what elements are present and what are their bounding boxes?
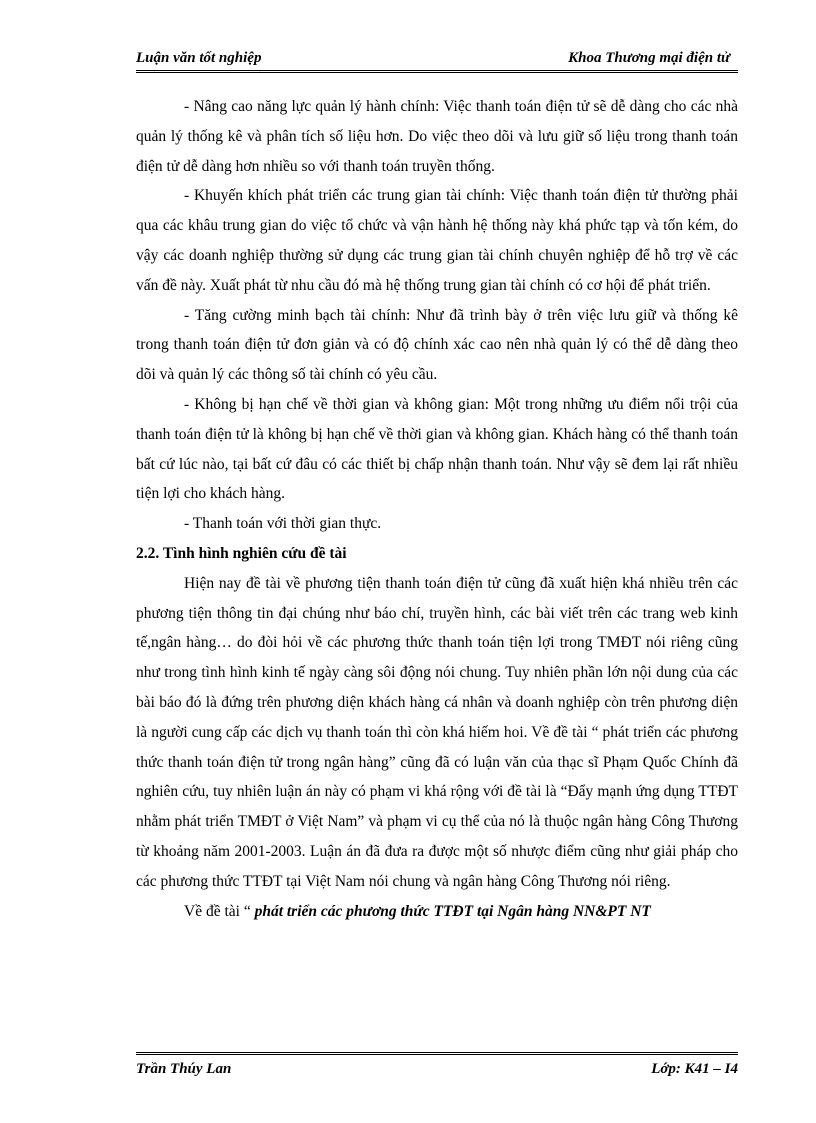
paragraph-financial-transparency: - Tăng cường minh bạch tài chính: Như đã trình bày ở trên việc lưu giữ và thống kê trong thanh toán điện tử đơn giản và có độ chính xác cao nên nhà quản lý có thể dễ dàng theo dõi và quản lý các thông số tài chính có yêu cầu.: [136, 306, 738, 384]
header-thesis-label: Luận văn tốt nghiệp: [136, 50, 262, 66]
document-body: [136, 92, 738, 926]
paragraph-no-time-space-limit: - Không bị hạn chế về thời gian và không gian: Một trong những ưu điểm nổi trội của thanh toán điện tử là không bị hạn chế về thời gian và không gian. Khách hàng có thể thanh toán bất cứ lúc nào, tại bất cứ đâu có các thiết bị chấp nhận thanh toán. Như vậy sẽ đem lại rất nhiều tiện lợi cho khách hàng.: [136, 395, 738, 503]
topic-title-emphasis: phát triển các phương thức TTĐT tại Ngân hàng NN&PT NT: [254, 902, 651, 920]
header-faculty-label: Khoa Thương mại điện tử: [568, 50, 730, 66]
paragraph-admin-management: - Nâng cao năng lực quản lý hành chính: Việc thanh toán điện tử sẽ dễ dàng cho các nhà quản lý thống kê và phân tích số liệu hơn. Do việc theo dõi và lưu giữ số liệu trong thanh toán điện tử dễ dàng hơn nhiều so với thanh toán truyền thống.: [136, 98, 738, 175]
topic-intro-prefix: Về đề tài “: [184, 902, 255, 920]
page-footer: [136, 1052, 738, 1079]
paragraph-real-time-payment: - Thanh toán với thời gian thực.: [184, 515, 382, 533]
paragraph-topic-intro: [136, 897, 738, 927]
page-header: [136, 48, 738, 73]
paragraph-financial-intermediaries: - Khuyến khích phát triển các trung gian tài chính: Việc thanh toán điện tử thường phải qua các khâu trung gian do việc tổ chức và vận hành hệ thống này khá phức tạp và tốn kém, do vậy các doanh nghiệp thường sử dụng các trung gian tài chính chuyên nghiệp để hỗ trợ về các vấn đề này. Xuất phát từ nhu cầu đó mà hệ thống trung gian tài chính có cơ hội để phát triển.: [136, 187, 738, 294]
section-heading: 2.2. Tình hình nghiên cứu đề tài: [136, 544, 347, 562]
paragraph-research-status: Hiện nay đề tài về phương tiện thanh toán điện tử cũng đã xuất hiện khá nhiều trên các phương tiện thông tin đại chúng như báo chí, truyền hình, các bài viết trên các trang web kinh tế,ngân hàng… do đòi hỏi về các phương thức thanh toán tiện lợi trong TMĐT nói riêng cũng như trong tình hình kinh tế ngày càng sôi động nói chung. Tuy nhiên phần lớn nội dung của các bài báo đó là đứng trên phương diện khách hàng cá nhân và doanh nghiệp còn trên phương diện là người cung cấp các dịch vụ thanh toán thì còn khá hiếm hoi. Về đề tài “ phát triển các phương thức thanh toán điện tử trong ngân hàng” cũng đã có luận văn của thạc sĩ Phạm Quốc Chính đã nghiên cứu, tuy nhiên luận án này có phạm vi khá rộng với đề tài là “Đẩy mạnh ứng dụng TTĐT nhằm phát triển TMĐT ở Việt Nam” và phạm vi cụ thể của nó là thuộc ngân hàng Công Thương từ khoảng năm 2001-2003. Luận án đã đưa ra được một số nhược điểm cũng như giải pháp cho các phương thức TTĐT tại Việt Nam nói chung và ngân hàng Công Thương nói riêng.: [136, 574, 738, 890]
footer-author: Trần Thúy Lan: [136, 1061, 232, 1077]
footer-class: Lớp: K41 – I4: [651, 1061, 738, 1077]
